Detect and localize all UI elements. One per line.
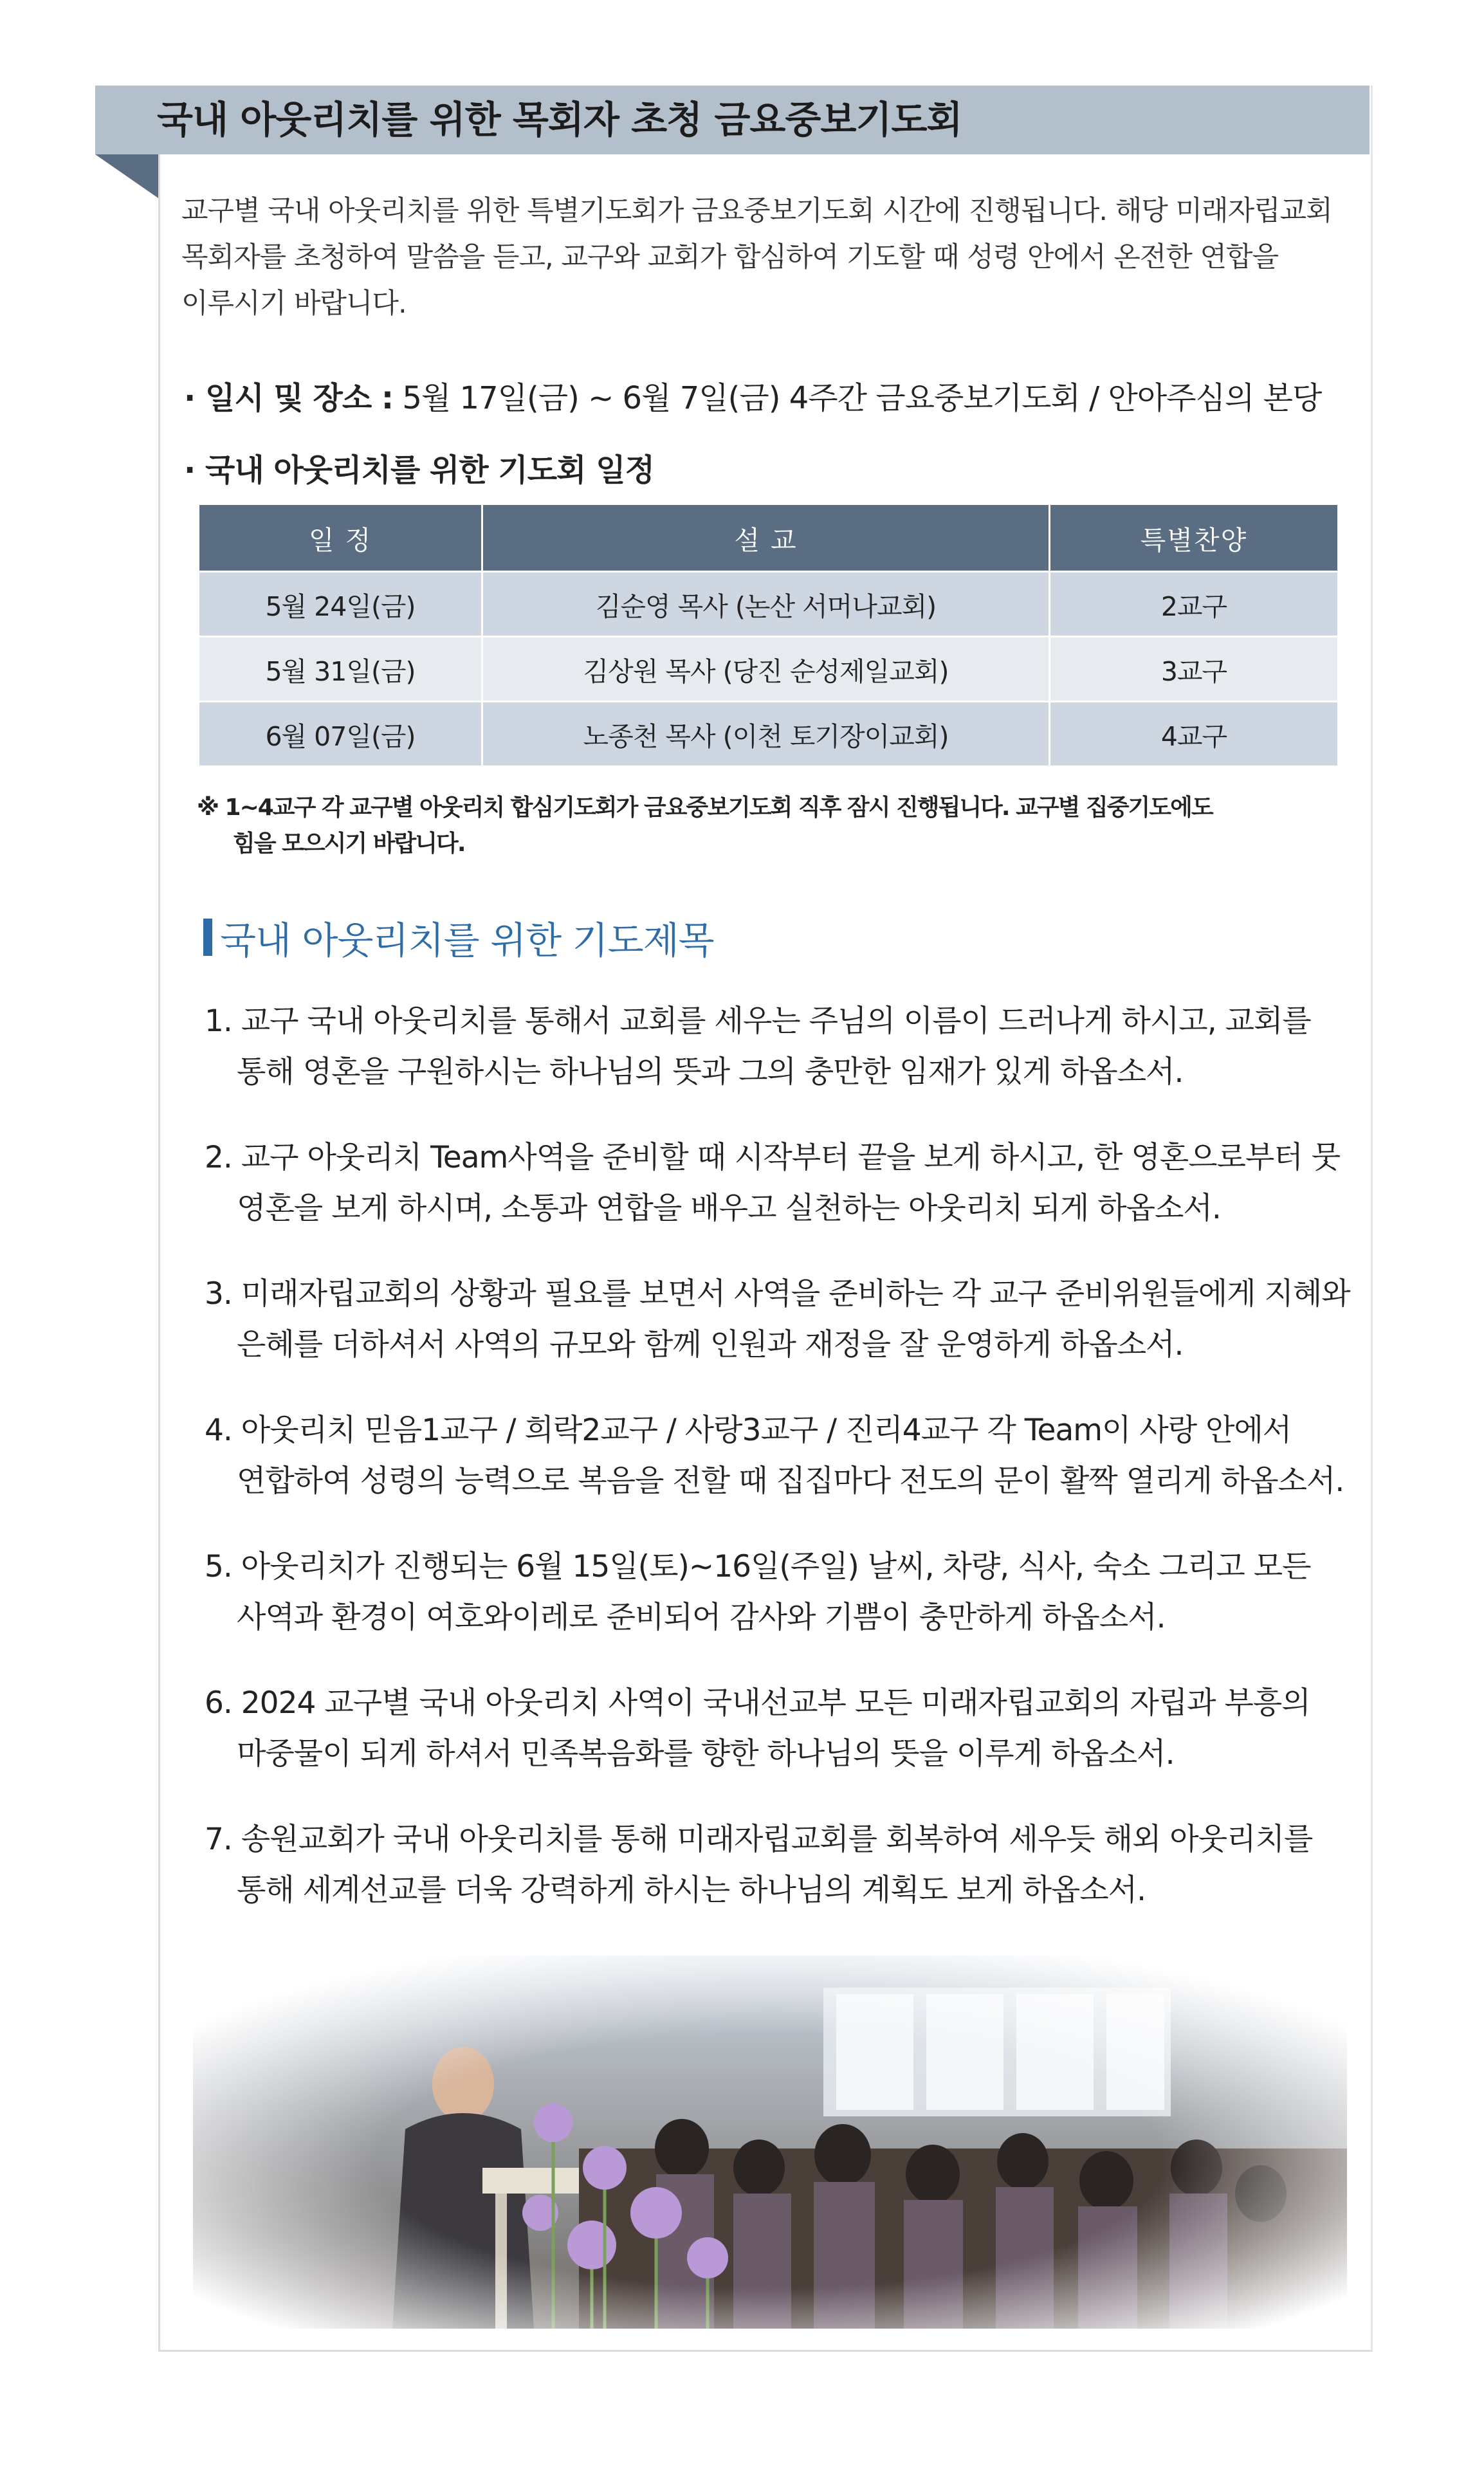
prayer-line: 5. 아웃리치가 진행되는 6월 15일(토)~16일(주일) 날씨, 차량, 식사, 숙소 그리고 모든 <box>205 1549 1311 1584</box>
prayer-line: 은혜를 더하셔서 사역의 규모와 함께 인원과 재정을 잘 운영하게 하옵소서. <box>237 1327 1184 1362</box>
column-header-sermon: 설 교 <box>483 505 1050 571</box>
cell-sermon: 김상원 목사 (당진 순성제일교회) <box>483 636 1050 701</box>
date-place-label: · 일시 및 장소 : <box>184 380 394 416</box>
schedule-table <box>199 505 1337 765</box>
cell-special-praise: 3교구 <box>1050 636 1337 701</box>
list-item <box>205 1678 1362 1779</box>
cell-date: 6월 07일(금) <box>199 701 483 765</box>
intro-line: 이루시기 바랍니다. <box>181 288 407 320</box>
prayer-line: 1. 교구 국내 아웃리치를 통해서 교회를 세우는 주님의 이름이 드러나게 하시고, 교회를 <box>205 1003 1311 1039</box>
list-item <box>205 1541 1362 1643</box>
intro-paragraph <box>181 188 1365 327</box>
cell-special-praise: 2교구 <box>1050 571 1337 636</box>
schedule-label: · 국내 아웃리치를 위한 기도회 일정 <box>184 452 654 488</box>
note-line: ※ 1~4교구 각 교구별 아웃리치 합심기도회가 금요중보기도회 직후 잠시 진행됩니다. 교구별 집중기도에도 <box>197 794 1213 821</box>
table-row <box>199 701 1337 765</box>
worship-photo <box>193 1956 1347 2329</box>
prayer-line: 마중물이 되게 하셔서 민족복음화를 향한 하나님의 뜻을 이루게 하옵소서. <box>237 1736 1175 1772</box>
table-row <box>199 636 1337 701</box>
prayer-line: 2. 교구 아웃리치 Team사역을 준비할 때 시작부터 끝을 보게 하시고, 한 영혼으로부터 뭇 <box>205 1140 1341 1175</box>
table-row <box>199 571 1337 636</box>
list-item <box>205 1132 1362 1234</box>
list-item <box>205 1814 1362 1916</box>
section-marker <box>203 919 212 956</box>
list-item <box>205 1405 1362 1507</box>
worship-photo-illustration <box>193 1956 1347 2329</box>
title-fold-decoration <box>95 154 158 198</box>
prayer-line: 사역과 환경이 여호와이레로 준비되어 감사와 기쁨이 충만하게 하옵소서. <box>237 1600 1166 1635</box>
cell-date: 5월 31일(금) <box>199 636 483 701</box>
prayer-section-heading <box>203 916 714 962</box>
cell-sermon: 노종천 목사 (이천 토기장이교회) <box>483 701 1050 765</box>
schedule-note <box>197 790 1213 862</box>
table-header-row <box>199 505 1337 571</box>
prayer-line: 7. 송원교회가 국내 아웃리치를 통해 미래자립교회를 회복하여 세우듯 해외 아웃리치를 <box>205 1822 1313 1857</box>
schedule-bullet <box>184 445 654 490</box>
cell-date: 5월 24일(금) <box>199 571 483 636</box>
page-title: 국내 아웃리치를 위한 목회자 초청 금요중보기도회 <box>157 98 962 142</box>
cell-special-praise: 4교구 <box>1050 701 1337 765</box>
column-header-date: 일 정 <box>199 505 483 571</box>
intro-line: 목회자를 초청하여 말씀을 듣고, 교구와 교회가 합심하여 기도할 때 성령 안에서 온전한 연합을 <box>181 241 1279 273</box>
note-line: 힘을 모으시기 바랍니다. <box>233 830 465 857</box>
intro-line: 교구별 국내 아웃리치를 위한 특별기도회가 금요중보기도회 시간에 진행됩니다. 해당 미래자립교회 <box>181 195 1332 227</box>
date-place-bullet <box>184 373 1321 417</box>
prayer-section-title: 국내 아웃리치를 위한 기도제목 <box>220 919 714 962</box>
cell-sermon: 김순영 목사 (논산 서머나교회) <box>483 571 1050 636</box>
list-item <box>205 996 1362 1097</box>
prayer-line: 6. 2024 교구별 국내 아웃리치 사역이 국내선교부 모든 미래자립교회의 자립과 부흥의 <box>205 1685 1310 1721</box>
prayer-line: 3. 미래자립교회의 상황과 필요를 보면서 사역을 준비하는 각 교구 준비위원들에게 지혜와 <box>205 1276 1350 1312</box>
list-item <box>205 1269 1362 1370</box>
prayer-line: 영혼을 보게 하시며, 소통과 연합을 배우고 실천하는 아웃리치 되게 하옵소서. <box>237 1191 1221 1226</box>
prayer-line: 통해 영혼을 구원하시는 하나님의 뜻과 그의 충만한 임재가 있게 하옵소서. <box>237 1054 1184 1090</box>
prayer-line: 연합하여 성령의 능력으로 복음을 전할 때 집집마다 전도의 문이 활짝 열리게 하옵소서. <box>237 1463 1344 1499</box>
prayer-line: 4. 아웃리치 믿음1교구 / 희락2교구 / 사랑3교구 / 진리4교구 각 Team이 사랑 안에서 <box>205 1413 1292 1448</box>
date-place-value: 5월 17일(금) ~ 6월 7일(금) 4주간 금요중보기도회 / 안아주심의 본당 <box>393 380 1322 416</box>
title-bar <box>95 86 1369 154</box>
column-header-special-praise: 특별찬양 <box>1050 505 1337 571</box>
prayer-line: 통해 세계선교를 더욱 강력하게 하시는 하나님의 계획도 보게 하옵소서. <box>237 1873 1146 1908</box>
